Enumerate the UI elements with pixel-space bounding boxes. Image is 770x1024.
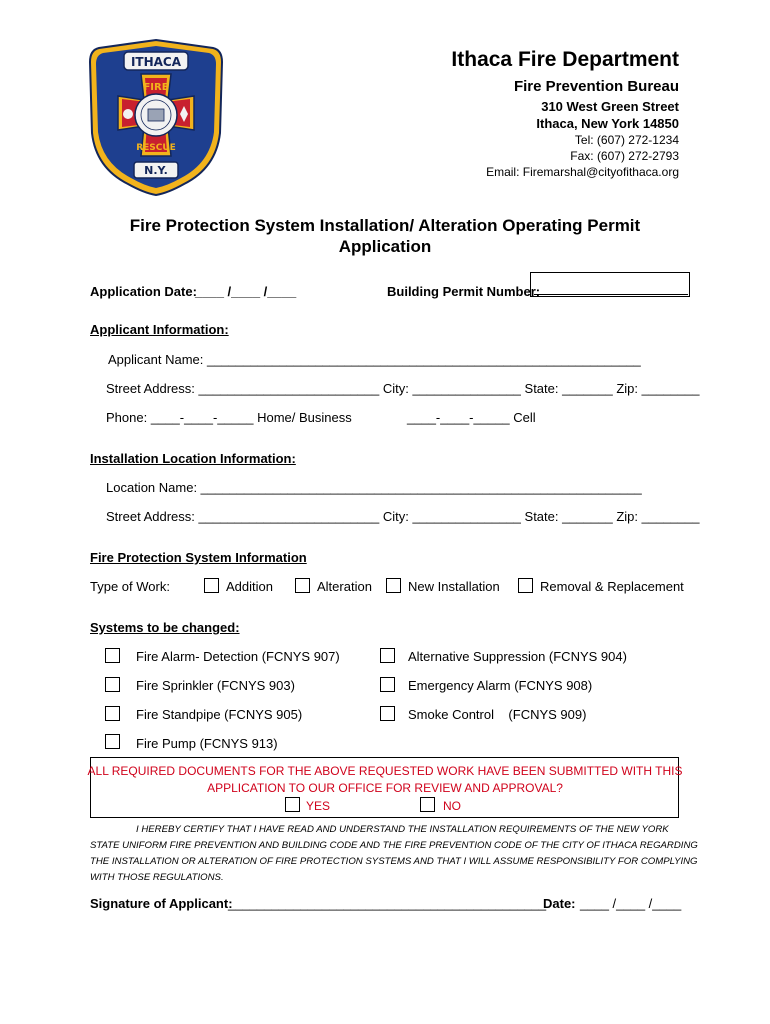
new-installation-label: New Installation bbox=[408, 579, 500, 594]
location-name-field[interactable]: Location Name: _____________________________________________________________ bbox=[106, 480, 642, 495]
fire-department-logo bbox=[88, 38, 224, 201]
building-permit-label: Building Permit Number: bbox=[387, 284, 541, 299]
department-name: Ithaca Fire Department bbox=[451, 48, 679, 71]
certification-statement bbox=[90, 822, 698, 886]
applicant-phone-field[interactable]: Phone: ____-____-_____ Home/ Business bbox=[106, 410, 352, 425]
fire-sprinkler-checkbox[interactable] bbox=[105, 677, 120, 692]
certification-line1: I HEREBY CERTIFY THAT I HAVE READ AND UNDERSTAND THE INSTALLATION REQUIREMENTS OF THE NEW YORK bbox=[136, 824, 669, 835]
smoke-control-checkbox[interactable] bbox=[380, 706, 395, 721]
signature-field[interactable]: ____________________________________________ bbox=[228, 896, 547, 911]
documents-yes-label: YES bbox=[306, 799, 331, 813]
logo-rescue-text: RESCUE bbox=[136, 143, 176, 153]
signature-date-label: Date: bbox=[543, 896, 576, 911]
form-title-line2: Application bbox=[338, 237, 432, 256]
bureau-name: Fire Prevention Bureau bbox=[513, 78, 679, 95]
street-address: 310 West Green Street bbox=[541, 99, 679, 114]
building-permit-underline bbox=[534, 294, 688, 295]
alternative-suppression-checkbox[interactable] bbox=[380, 648, 395, 663]
documents-question-line1: ALL REQUIRED DOCUMENTS FOR THE ABOVE REQUESTED WORK HAVE BEEN SUBMITTED WITH THIS bbox=[87, 764, 683, 778]
signature-label: Signature of Applicant: bbox=[90, 896, 233, 911]
documents-question-line2: APPLICATION TO OUR OFFICE FOR REVIEW AND APPROVAL? bbox=[207, 781, 563, 795]
logo-top-text: ITHACA bbox=[130, 55, 182, 69]
documents-no-label: NO bbox=[443, 799, 461, 813]
city-state-zip: Ithaca, New York 14850 bbox=[536, 116, 679, 131]
alternative-suppression-label: Alternative Suppression (FCNYS 904) bbox=[408, 649, 627, 664]
fire-alarm-detection-label: Fire Alarm- Detection (FCNYS 907) bbox=[136, 649, 340, 664]
certification-line4: WITH THOSE REGULATIONS. bbox=[90, 872, 224, 883]
fire-pump-label: Fire Pump (FCNYS 913) bbox=[136, 736, 278, 751]
removal-replacement-label: Removal & Replacement bbox=[540, 579, 684, 594]
fire-standpipe-checkbox[interactable] bbox=[105, 706, 120, 721]
certification-line3: THE INSTALLATION OR ALTERATION OF FIRE PROTECTION SYSTEMS AND THAT I WILL ASSUME RESPONSIBILITY FOR COMPLYING bbox=[90, 856, 698, 867]
fire-alarm-detection-checkbox[interactable] bbox=[105, 648, 120, 663]
emergency-alarm-checkbox[interactable] bbox=[380, 677, 395, 692]
new-installation-checkbox[interactable] bbox=[386, 578, 401, 593]
alteration-checkbox[interactable] bbox=[295, 578, 310, 593]
alteration-label: Alteration bbox=[317, 579, 372, 594]
fire-pump-checkbox[interactable] bbox=[105, 734, 120, 749]
location-address-field[interactable]: Street Address: _________________________ City: _______________ State: _______ Zip: ________ bbox=[106, 509, 700, 524]
addition-checkbox[interactable] bbox=[204, 578, 219, 593]
emergency-alarm-label: Emergency Alarm (FCNYS 908) bbox=[408, 678, 593, 693]
documents-no-checkbox[interactable] bbox=[420, 797, 435, 812]
application-date-field[interactable]: ____ /____ /____ bbox=[195, 284, 297, 299]
signature-date-field[interactable]: ____ /____ /____ bbox=[580, 896, 682, 911]
fire-standpipe-label: Fire Standpipe (FCNYS 905) bbox=[136, 707, 303, 722]
type-of-work-label: Type of Work: bbox=[90, 579, 170, 594]
removal-replacement-checkbox[interactable] bbox=[518, 578, 533, 593]
fax: Fax: (607) 272-2793 bbox=[570, 149, 679, 163]
addition-label: Addition bbox=[226, 579, 273, 594]
applicant-name-field[interactable]: Applicant Name: ____________________________________________________________ bbox=[108, 352, 641, 367]
telephone: Tel: (607) 272-1234 bbox=[574, 133, 679, 147]
fire-protection-system-heading: Fire Protection System Information bbox=[90, 550, 307, 565]
fire-sprinkler-label: Fire Sprinkler (FCNYS 903) bbox=[136, 678, 295, 693]
logo-fire-text: FIRE bbox=[143, 82, 169, 93]
applicant-info-heading: Applicant Information: bbox=[90, 322, 229, 337]
documents-yes-checkbox[interactable] bbox=[285, 797, 300, 812]
smoke-control-label: Smoke Control (FCNYS 909) bbox=[408, 707, 587, 722]
application-date-label: Application Date: bbox=[90, 284, 197, 299]
email[interactable]: Email: Firemarshal@cityofithaca.org bbox=[486, 165, 679, 179]
form-title-line1: Fire Protection System Installation/ Alteration Operating Permit bbox=[129, 216, 641, 235]
systems-changed-heading: Systems to be changed: bbox=[90, 620, 240, 635]
applicant-cell-field[interactable]: ____-____-_____ Cell bbox=[407, 410, 536, 425]
installation-location-heading: Installation Location Information: bbox=[90, 451, 296, 466]
applicant-address-field[interactable]: Street Address: _________________________ City: _______________ State: _______ Zip: ________ bbox=[106, 381, 700, 396]
certification-line2: STATE UNIFORM FIRE PREVENTION AND BUILDING CODE AND THE FIRE PREVENTION CODE OF THE CITY OF ITHACA REGARDING bbox=[90, 840, 698, 851]
logo-bottom-text: N.Y. bbox=[144, 164, 168, 177]
